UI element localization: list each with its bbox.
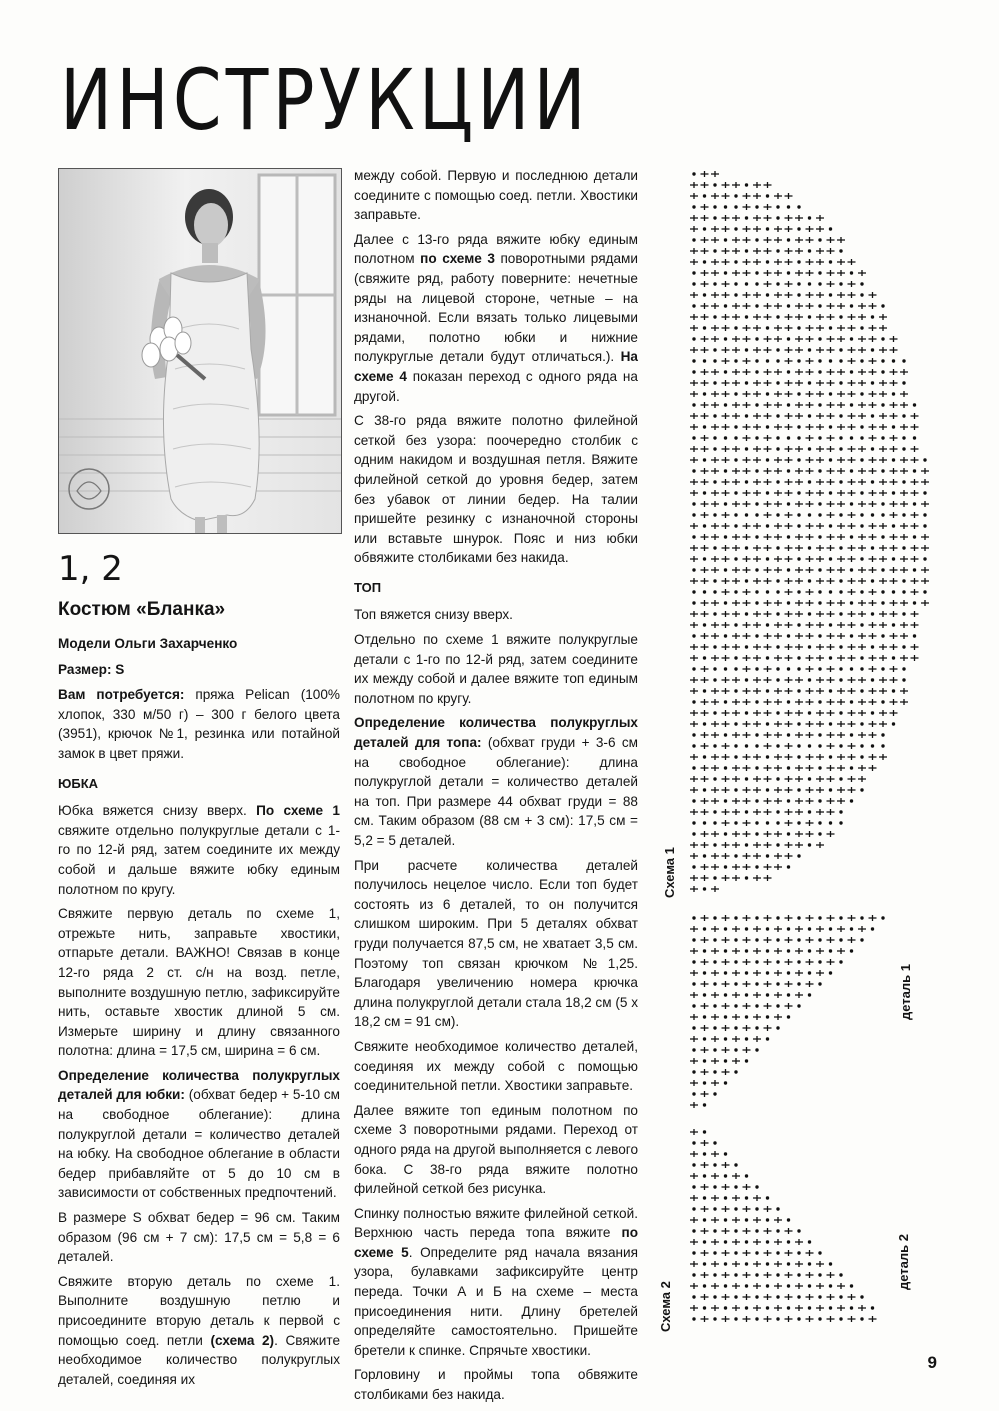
- page-title: ИНСТРУКЦИИ: [60, 51, 590, 149]
- top-heading: ТОП: [354, 579, 382, 595]
- paragraph: С 38-го ряда вяжите полотно филейной сеткой без узора: поочередно столбик с одним накидом и воздушная петля. Вяжите филейной сеткой до уровня бедер, затем без убавок от линии бедер. На талии пришейте резинку с изнаночной стороны или вставьте шнурок. Пояс и низ юбки обвяжите столбиками без накида.: [354, 413, 638, 566]
- paragraph: Свяжите необходимое количество деталей, соединяя их между собой с помощью соединительной петли. Хвостики заправьте.: [354, 1038, 638, 1094]
- paragraph: Далее вяжите топ единым полотном по схеме 3 поворотными рядами. Переход от одного ряда на другой выполняется с левого бока. С 38-го ряда вяжите полотно филейной сеткой без рисунка.: [354, 1102, 638, 1197]
- paragraph: Далее с 13-го ряда вяжите юбку единым полотном по схеме 3 поворотными рядами (свяжите ряд, работу поверните: нечетные ряды на лицевой стороне, четные – на изнаночной. Если вязать только лицевыми рядами, полотно юбки и нижние полукруглые детали будут отличаться.). На схеме 4 показан переход с одного ряда на другой.: [354, 231, 638, 404]
- model-photo: [58, 168, 342, 534]
- paragraph: Горловину и проймы топа обвяжите столбиками без накида.: [354, 1367, 638, 1403]
- paragraph: Спинку полностью вяжите филейной сеткой. Верхнюю часть переда топа вяжите по схеме 5. Определите ряд начала вязания узора, булавками зафиксируйте центр переда. Точки А и Б на схеме – места присоединения нити. Длину бретелей определяйте самостоятельно. Пришейте бретели к спинке. Спрячьте хвостики.: [354, 1205, 638, 1358]
- paragraph: Свяжите первую деталь по схеме 1, отрежьте нить, заправьте хвостики, отпарьте детали. ВАЖНО! Связав в конце 12-го ряда 2 ст. с/н на возд. петле, выполните воздушную петлю, зафиксируйте нить, оставьте хвостик длиной 5 см. Измерьте ширину и длину связанного полотна: длина = 17,5 см, ширина = 6 см.: [58, 906, 340, 1059]
- paragraph: Топ вяжется снизу вверх.: [354, 607, 513, 623]
- paragraph: Отдельно по схеме 1 вяжите полукруглые детали с 1-го по 12-й ряд, затем соедините их между собой и далее вяжите топ единым полотном по кругу.: [354, 632, 638, 706]
- paragraph: между собой. Первую и последнюю детали соедините с помощью соед. петли. Хвостики заправьте.: [354, 168, 638, 223]
- detail2-label: деталь 2: [896, 1234, 911, 1290]
- paragraph: Определение количества полукруглых деталей для юбки: (обхват бедер + 5-10 см на свободное облегание): длина полукруглой детали = количество деталей на юбку. На свободное облегание в области бедер прибавляйте от 5 до 10 см в зависимости от собственных предпочтений.: [58, 1067, 340, 1201]
- size: Размер: S: [58, 661, 125, 677]
- model-number: 1, 2: [58, 549, 123, 589]
- crochet-chart: [640, 160, 930, 1340]
- model-name: Костюм «Бланка»: [58, 599, 226, 620]
- paragraph: Свяжите вторую деталь по схеме 1. Выполните воздушную петлю и присоедините вторую деталь к первой с помощью соед. петли (схема 2). Свяжите необходимое количество полукруглых деталей, соединяя их: [58, 1273, 341, 1387]
- scheme1-label: Схема 1: [662, 847, 677, 898]
- scheme2-label: Схема 2: [658, 1281, 673, 1332]
- paragraph: Определение количества полукруглых деталей для топа: (обхват груди + 3-6 см на свободное облегание): длина полукруглой детали = количество деталей на топ. При размере 44 обхват груди = 88 см. Таким образом (88 см + 3 см): 17,5 см = 5,2 = 5 деталей.: [354, 715, 638, 848]
- paragraph: При расчете количества деталей получилось нецелое число. Если топ будет состоять из 6 деталей, то он получится слишком широким. При 5 деталях обхват груди получается 87,5 см, не хватает 3,5 см. Поэтому топ связан крючком №1,25. Благодаря увеличению номера крючка длина полукруглой детали стала 18,2 см (5 х 18,2 см = 91 см).: [354, 857, 638, 1030]
- middle-text-column: [354, 166, 638, 1410]
- page-number: 9: [927, 1353, 937, 1372]
- paragraph: В размере S обхват бедер = 96 см. Таким образом (96 см + 7 см): 17,5 см = 5,8 = 6 деталей.: [58, 1210, 340, 1265]
- materials-paragraph: Вам потребуется: пряжа Pelican (100% хлопок, 330 м/50 г) – 300 г белого цвета (3951), крючок №1, резинка или потайной замок в цвет пряжи.: [58, 687, 340, 761]
- detail1-label: деталь 1: [898, 964, 913, 1020]
- left-text-column: [58, 550, 340, 1394]
- crochet-schemes: [640, 160, 930, 1340]
- designer: Модели Ольги Захарченко: [58, 636, 238, 651]
- skirt-heading: ЮБКА: [58, 775, 99, 791]
- paragraph: Юбка вяжется снизу вверх. По схеме 1 свяжите отдельно полукруглые детали с 1-го по 12-й ряд, затем соедините их между собой и дальше вяжите юбку единым полотном по кругу.: [58, 803, 340, 897]
